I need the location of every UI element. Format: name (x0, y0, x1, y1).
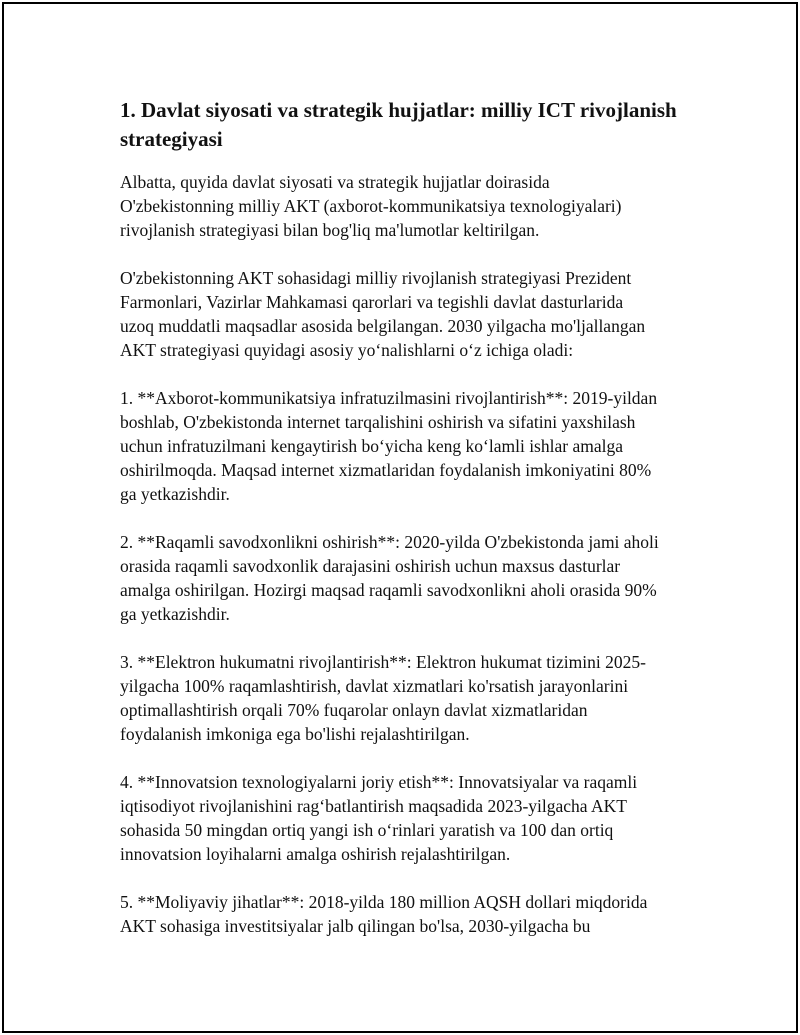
list-item-digital-literacy (120, 530, 700, 626)
text-line: 5. **Moliyaviy jihatlar**: 2018-yilda 180 million AQSH dollari miqdorida (120, 892, 648, 912)
text-line: uchun infratuzilmani kengaytirish bo‘yicha keng ko‘lamli ishlar amalga (120, 436, 623, 456)
text-line: uzoq muddatli maqsadlar asosida belgilangan. 2030 yilgacha mo'ljallangan (120, 316, 646, 336)
text-line: ga yetkazishdir. (120, 484, 230, 504)
text-line: rivojlanish strategiyasi bilan bog'liq ma'lumotlar keltirilgan. (120, 220, 540, 240)
intro-paragraph (120, 170, 700, 242)
list-item-innovation (120, 770, 700, 866)
list-item-e-government (120, 650, 700, 746)
list-item-infrastructure (120, 386, 700, 506)
text-line: 3. **Elektron hukumatni rivojlantirish**: Elektron hukumat tizimini 2025- (120, 652, 646, 672)
text-line: oshirilmoqda. Maqsad internet xizmatlaridan foydalanish imkoniyatini 80% (120, 460, 652, 480)
strategy-overview-paragraph (120, 266, 700, 362)
text-line: 1. **Axborot-kommunikatsiya infratuzilmasini rivojlantirish**: 2019-yildan (120, 388, 658, 408)
text-line: sohasida 50 mingdan ortiq yangi ish o‘rinlari yaratish va 100 dan ortiq (120, 820, 614, 840)
text-line: amalga oshirilgan. Hozirgi maqsad raqamli savodxonlikni aholi orasida 90% (120, 580, 657, 600)
text-line: Farmonlari, Vazirlar Mahkamasi qarorlari va tegishli davlat dasturlarida (120, 292, 624, 312)
text-line: AKT strategiyasi quyidagi asosiy yo‘nalishlarni o‘z ichiga oladi: (120, 340, 574, 360)
text-line: foydalanish imkoniga ega bo'lishi rejalashtirilgan. (120, 724, 470, 744)
list-item-financial (120, 890, 700, 938)
text-line: 2. **Raqamli savodxonlikni oshirish**: 2020-yilda O'zbekistonda jami aholi (120, 532, 659, 552)
text-line: AKT sohasiga investitsiyalar jalb qilingan bo'lsa, 2030-yilgacha bu (120, 916, 591, 936)
document-body (120, 96, 700, 962)
text-line: O'zbekistonning AKT sohasidagi milliy rivojlanish strategiyasi Prezident (120, 268, 632, 288)
text-line: optimallashtirish orqali 70% fuqarolar onlayn davlat xizmatlaridan (120, 700, 588, 720)
page-frame (2, 2, 798, 1033)
text-line: yilgacha 100% raqamlashtirish, davlat xizmatlari ko'rsatish jarayonlarini (120, 676, 629, 696)
text-line: iqtisodiyot rivojlanishini rag‘batlantirish maqsadida 2023-yilgacha AKT (120, 796, 627, 816)
title-line: strategiyasi (120, 127, 223, 151)
title-line: 1. Davlat siyosati va strategik hujjatlar: milliy ICT rivojlanish (120, 98, 677, 122)
text-line: 4. **Innovatsion texnologiyalarni joriy etish**: Innovatsiyalar va raqamli (120, 772, 638, 792)
text-line: innovatsion loyihalarni amalga oshirish rejalashtirilgan. (120, 844, 511, 864)
text-line: orasida raqamli savodxonlik darajasini oshirish uchun maxsus dasturlar (120, 556, 621, 576)
text-line: boshlab, O'zbekistonda internet tarqalishini oshirish va sifatini yaxshilash (120, 412, 636, 432)
document-title (120, 96, 700, 154)
text-line: Albatta, quyida davlat siyosati va strategik hujjatlar doirasida (120, 172, 550, 192)
text-line: ga yetkazishdir. (120, 604, 230, 624)
text-line: O'zbekistonning milliy AKT (axborot-kommunikatsiya texnologiyalari) (120, 196, 622, 216)
